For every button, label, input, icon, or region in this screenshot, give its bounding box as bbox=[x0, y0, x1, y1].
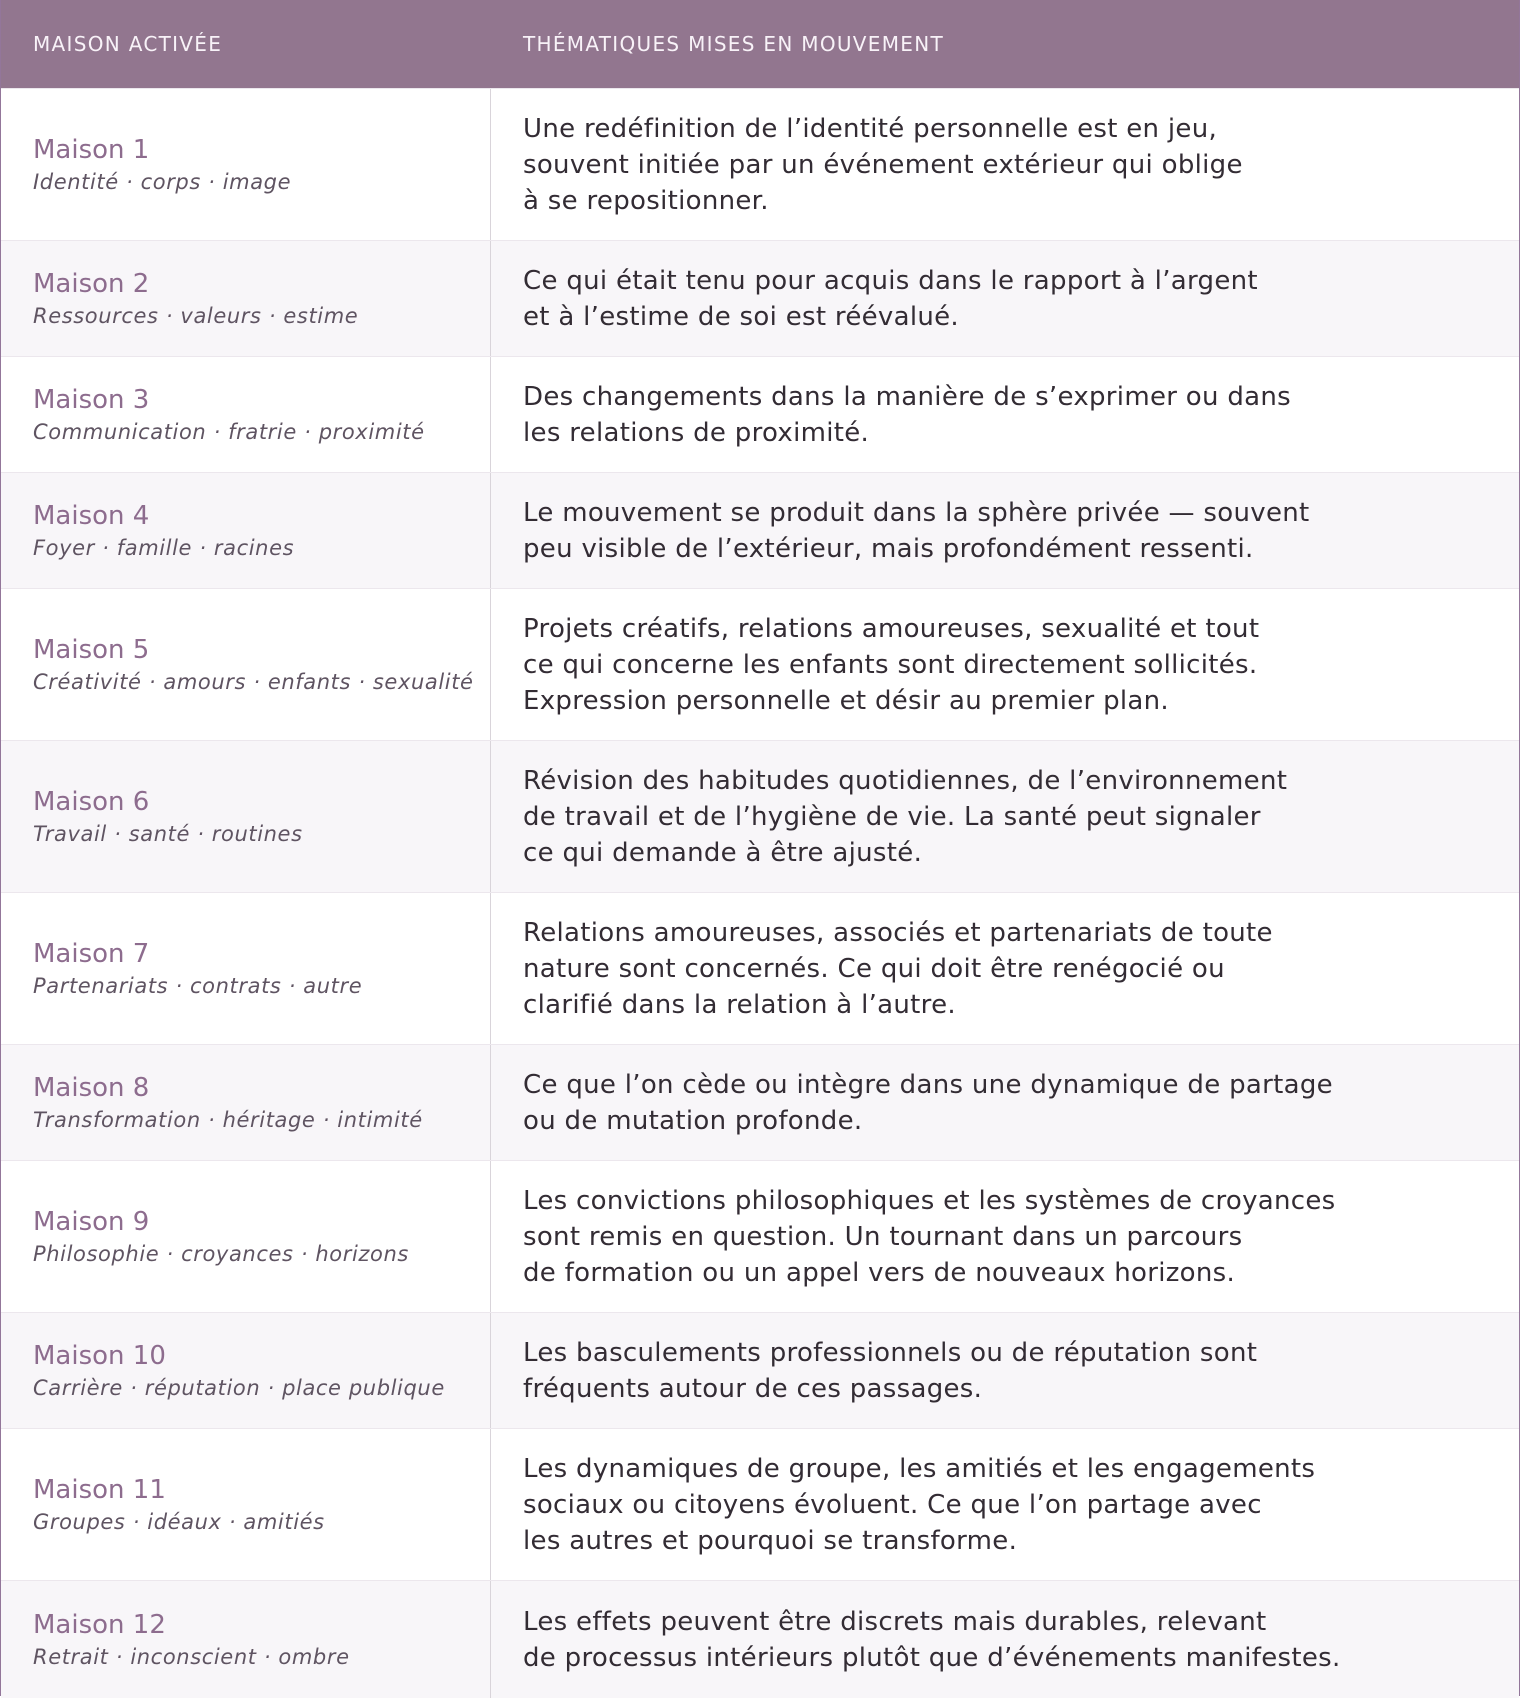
house-keywords: Partenariats · contrats · autre bbox=[33, 973, 363, 998]
house-cell bbox=[1, 1429, 491, 1580]
house-cell bbox=[1, 1045, 491, 1160]
house-keywords: Identité · corps · image bbox=[33, 169, 292, 194]
description-cell bbox=[491, 741, 1287, 892]
house-name: Maison 12 bbox=[33, 1609, 166, 1640]
house-description: Relations amoureuses, associés et partenariats de toute nature sont concernés. Ce qui doit être renégocié ou clarifié dans la relation à l’autre. bbox=[523, 917, 1273, 1020]
table-header bbox=[1, 0, 1519, 88]
house-description: Projets créatifs, relations amoureuses, sexualité et tout ce qui concerne les enfants sont directement sollicités. Expression personnelle et désir au premier plan. bbox=[523, 613, 1260, 716]
house-keywords: Retrait · inconscient · ombre bbox=[33, 1644, 350, 1669]
house-description: Ce qui était tenu pour acquis dans le rapport à l’argent et à l’estime de soi est réévalué. bbox=[523, 265, 1258, 332]
description-cell bbox=[491, 89, 1243, 240]
house-keywords: Philosophie · croyances · horizons bbox=[33, 1241, 409, 1266]
house-cell bbox=[1, 1313, 491, 1428]
house-name: Maison 9 bbox=[33, 1206, 150, 1237]
house-cell bbox=[1, 357, 491, 472]
house-description: Les effets peuvent être discrets mais durables, relevant de processus intérieurs plutôt que d’événements manifestes. bbox=[523, 1606, 1341, 1673]
header-themes-column: THÉMATIQUES MISES EN MOUVEMENT bbox=[523, 32, 944, 56]
description-cell bbox=[491, 357, 1291, 472]
description-cell bbox=[491, 1161, 1336, 1312]
description-cell bbox=[491, 1313, 1257, 1428]
house-description: Les convictions philosophiques et les systèmes de croyances sont remis en question. Un tournant dans un parcours de formation ou un appel vers de nouveaux horizons. bbox=[523, 1185, 1336, 1288]
table-row bbox=[1, 1044, 1519, 1160]
house-keywords: Créativité · amours · enfants · sexualité bbox=[33, 669, 474, 694]
table-row bbox=[1, 88, 1519, 240]
house-name: Maison 4 bbox=[33, 500, 150, 531]
house-cell bbox=[1, 893, 491, 1044]
description-cell bbox=[491, 589, 1259, 740]
house-keywords: Transformation · héritage · intimité bbox=[33, 1107, 423, 1132]
house-description: Ce que l’on cède ou intègre dans une dynamique de partage ou de mutation profonde. bbox=[523, 1069, 1333, 1136]
table-row bbox=[1, 892, 1519, 1044]
table-row bbox=[1, 472, 1519, 588]
house-name: Maison 10 bbox=[33, 1340, 166, 1371]
house-keywords: Carrière · réputation · place publique bbox=[33, 1375, 445, 1400]
house-keywords: Ressources · valeurs · estime bbox=[33, 303, 359, 328]
table-row bbox=[1, 588, 1519, 740]
house-name: Maison 1 bbox=[33, 134, 150, 165]
house-name: Maison 8 bbox=[33, 1072, 150, 1103]
table-row bbox=[1, 1428, 1519, 1580]
house-cell bbox=[1, 1581, 491, 1698]
house-keywords: Groupes · idéaux · amitiés bbox=[33, 1509, 325, 1534]
house-description: Les dynamiques de groupe, les amitiés et les engagements sociaux ou citoyens évoluent. Ce que l’on partage avec les autres et pourquoi se transforme. bbox=[523, 1453, 1316, 1556]
house-cell bbox=[1, 1161, 491, 1312]
description-cell bbox=[491, 473, 1310, 588]
description-cell bbox=[491, 893, 1273, 1044]
house-description: Les basculements professionnels ou de réputation sont fréquents autour de ces passages. bbox=[523, 1337, 1258, 1404]
house-cell bbox=[1, 473, 491, 588]
table-row bbox=[1, 1580, 1519, 1698]
house-description: Une redéfinition de l’identité personnelle est en jeu, souvent initiée par un événement extérieur qui oblige à se repositionner. bbox=[523, 113, 1243, 216]
description-cell bbox=[491, 1045, 1333, 1160]
house-cell bbox=[1, 241, 491, 356]
house-cell bbox=[1, 89, 491, 240]
house-name: Maison 6 bbox=[33, 786, 150, 817]
table-row bbox=[1, 356, 1519, 472]
house-name: Maison 3 bbox=[33, 384, 150, 415]
house-description: Révision des habitudes quotidiennes, de l’environnement de travail et de l’hygiène de vie. La santé peut signaler ce qui demande à être ajusté. bbox=[523, 765, 1288, 868]
table-row bbox=[1, 740, 1519, 892]
house-name: Maison 2 bbox=[33, 268, 150, 299]
house-cell bbox=[1, 589, 491, 740]
description-cell bbox=[491, 241, 1258, 356]
description-cell bbox=[491, 1429, 1315, 1580]
table-row bbox=[1, 240, 1519, 356]
description-cell bbox=[491, 1581, 1341, 1698]
house-cell bbox=[1, 741, 491, 892]
house-name: Maison 11 bbox=[33, 1474, 166, 1505]
house-name: Maison 5 bbox=[33, 634, 150, 665]
table-row bbox=[1, 1312, 1519, 1428]
house-keywords: Foyer · famille · racines bbox=[33, 535, 295, 560]
header-house-column: MAISON ACTIVÉE bbox=[33, 32, 223, 56]
house-description: Des changements dans la manière de s’exprimer ou dans les relations de proximité. bbox=[523, 381, 1292, 448]
table-row bbox=[1, 1160, 1519, 1312]
house-description: Le mouvement se produit dans la sphère privée — souvent peu visible de l’extérieur, mais profondément ressenti. bbox=[523, 497, 1310, 564]
house-keywords: Communication · fratrie · proximité bbox=[33, 419, 425, 444]
house-name: Maison 7 bbox=[33, 938, 150, 969]
house-keywords: Travail · santé · routines bbox=[33, 821, 303, 846]
